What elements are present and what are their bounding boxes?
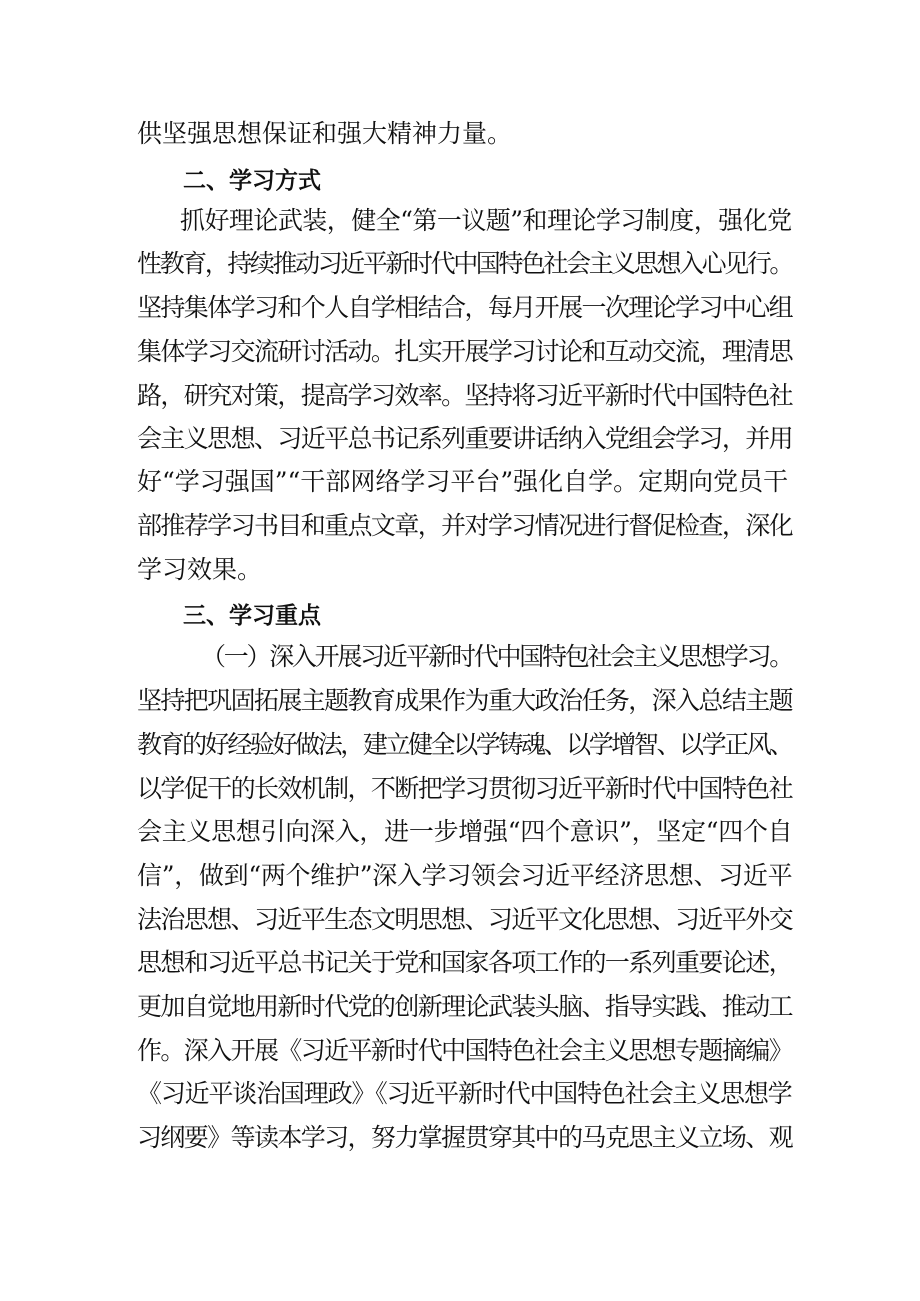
text-line: 路，研究对策，提高学习效率。坚持将习近平新时代中国特色社 bbox=[137, 381, 793, 410]
text-line: 习纲要》等读本学习，努力掌握贯穿其中的马克思主义立场、观 bbox=[137, 1123, 793, 1152]
section-heading-3: 三、学习重点 bbox=[183, 603, 321, 629]
text-line: 以学促干的长效机制，不断把学习贯彻习近平新时代中国特色社 bbox=[137, 774, 793, 803]
text-line: 坚持把巩固拓展主题教育成果作为重大政治任务，深入总结主题 bbox=[137, 686, 793, 715]
text-line: 学习效果。 bbox=[137, 555, 263, 584]
text-line: 信”，做到“两个维护”深入学习领会习近平经济思想、习近平 bbox=[137, 861, 793, 890]
text-line: 供坚强思想保证和强大精神力量。 bbox=[137, 119, 513, 148]
text-line: 好“学习强国”“干部网络学习平台”强化自学。定期向党员干 bbox=[137, 467, 789, 496]
text-line: 集体学习交流研讨活动。扎实开展学习讨论和互动交流，理清思 bbox=[137, 337, 793, 366]
text-line: 抓好理论武装，健全“第一议题”和理论学习制度，强化党 bbox=[180, 206, 792, 235]
text-line: 作。深入开展《习近平新时代中国特色社会主义思想专题摘编》 bbox=[137, 1036, 793, 1065]
text-line: 《习近平谈治国理政》《习近平新时代中国特色社会主义思想学 bbox=[137, 1079, 792, 1108]
text-line: 法治思想、习近平生态文明思想、习近平文化思想、习近平外交 bbox=[137, 905, 793, 934]
text-line: 坚持集体学习和个人自学相结合，每月开展一次理论学习中心组 bbox=[137, 293, 793, 322]
subsection-heading-1: （一）深入开展习近平新时代中国特包社会主义思想学习。 bbox=[201, 642, 793, 671]
text-line: 思想和习近平总书记关于党和国家各项工作的一系列重要论述， bbox=[137, 948, 793, 977]
text-line: 教育的好经验好做法，建立健全以学铸魂、以学增智、以学正风、 bbox=[137, 730, 793, 759]
text-line: 更加自觉地用新时代党的创新理论武装头脑、指导实践、推动工 bbox=[137, 992, 793, 1021]
text-line: 会主义思想引向深入，进一步增强“四个意识”，坚定“四个自 bbox=[137, 817, 793, 846]
section-heading-2: 二、学习方式 bbox=[183, 168, 321, 194]
text-line: 部推荐学习书目和重点文章，并对学习情况进行督促检查，深化 bbox=[137, 511, 793, 540]
text-line: 性教育，持续推动习近平新时代中国特色社会主义思想入心见行。 bbox=[137, 249, 793, 278]
text-line: 会主义思想、习近平总书记系列重要讲话纳入党组会学习，并用 bbox=[137, 424, 793, 453]
